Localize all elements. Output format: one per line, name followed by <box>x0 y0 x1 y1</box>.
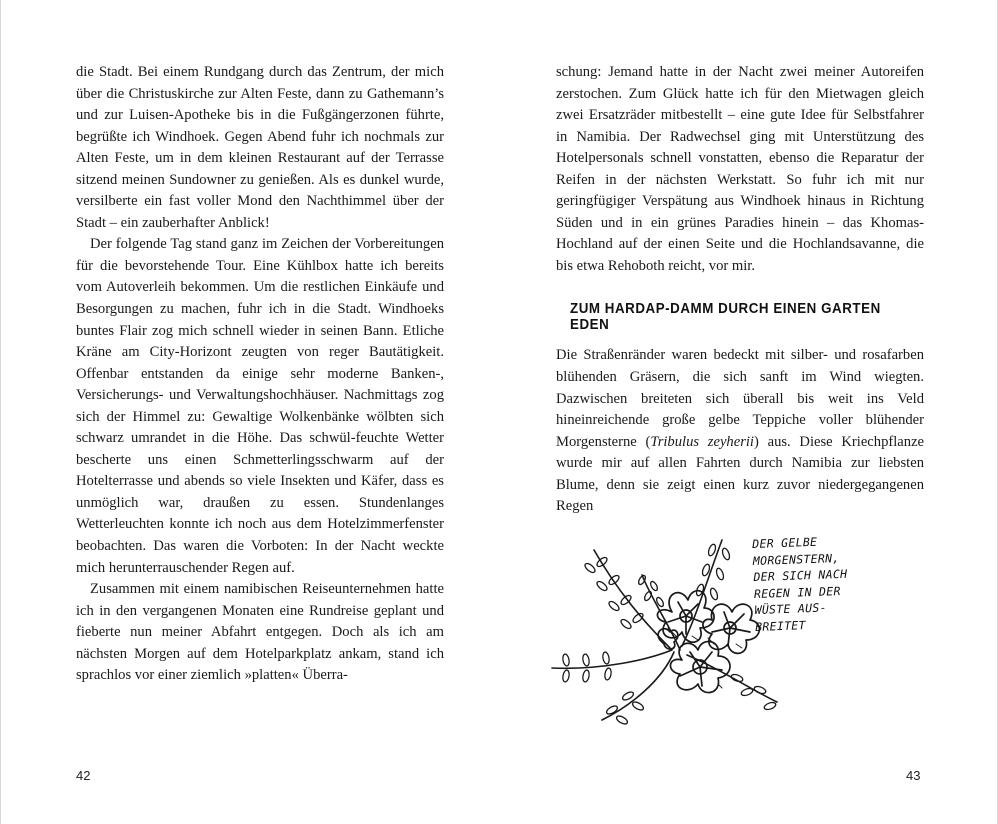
handwritten-note <box>752 531 885 634</box>
note-line: BREITET <box>754 617 806 634</box>
left-paragraph-1: die Stadt. Bei einem Rundgang durch das Zentrum, der mich über die Christuskirche zur Alten Feste, dann zu Gathemann’s und zur Luisen-Apotheke bis in die Fußgängerzonen führte, begrüßte ich Windhoek. Gegen Abend fuhr ich nochmals zur Alten Feste, um in dem kleinen Restaurant auf der Terrasse sitzend meinen Sundowner zu genießen. Als es dunkel wurde, versilberte ein fast voller Mond den Nachthimmel über der Stadt – ein zauberhafter Anblick! <box>76 64 444 231</box>
section-heading: ZUM HARDAP-DAMM DURCH EINEN GARTEN EDEN <box>570 301 881 334</box>
latin-name: Tribulus zeyherii <box>650 433 754 450</box>
left-edge-line <box>0 0 1 824</box>
paragraph-text-before: Die Straßenränder waren bedeckt mit silber- und rosafarben blühenden Gräsern, die sich sanft im Wind wiegten. Dazwischen breiteten sich überall bis weit ins Veld hineinreichende große gelbe Teppiche voller blühender Morgensterne ( <box>556 347 924 450</box>
left-page <box>76 62 444 687</box>
right-page <box>556 62 924 518</box>
note-line: MORGENSTERN, <box>752 550 840 568</box>
page-number-right: 43 <box>906 768 921 783</box>
note-line: DER GELBE <box>752 534 818 551</box>
note-line: DER SICH NACH <box>753 566 848 584</box>
page-number-left: 42 <box>76 768 91 783</box>
left-paragraph-2: Der folgende Tag stand ganz im Zeichen der Vorbereitungen für die bevorstehende Tour. Eine Kühlbox hatte ich bereits vom Autoverleih bekommen. Um die restlichen Einkäufe und Besorgungen zu machen, fuhr ich in die Stadt. Windhoeks buntes Flair zog mich schnell wieder in seinen Bann. Etliche Kräne am City-Horizont zeugten von reger Bautätigkeit. Offenbar entstanden da einige sehr moderne Banken-, Versicherungs- und Verwaltungshochhäuser. Nachmittags zog sich der Himmel zu: Gewaltige Wolkenbänke wölbten sich schwarz umrandet in die Höhe. Das schwül-feuchte Wetter bescherte uns einen Schmetterlingsschwarm auf der Hotelterrasse und abends so viele Insekten und Käfer, dass es unmöglich war, draußen zu essen. Stundenlanges Wetterleuchten konnte ich noch aus dem Hotelzimmerfenster beobachten. Das waren die Vorboten: In der Nacht weckte mich herunterrauschender Regen auf. <box>76 236 444 576</box>
right-paragraph-top: schung: Jemand hatte in der Nacht zwei meiner Autoreifen zerstochen. Zum Glück hatte ich für den Mietwagen gleich zwei Ersatzräder mitbestellt – eine gute Idee für Selbstfahrer in Namibia. Der Radwechsel ging mit Unterstützung des Hotelpersonals schnell vonstatten, ebenso die Reparatur der Reifen in der nächsten Werkstatt. So fuhr ich mit nur geringfügiger Verspätung aus Windhoek hinaus in Richtung Süden und in ein grünes Paradies hinein – das Khomas-Hochland auf der einen Seite und die Hochlandsavanne, die bis etwa Rehoboth reicht, vor mir. <box>556 64 924 274</box>
right-paragraph-bottom <box>556 345 924 517</box>
note-line: WÜSTE AUS- <box>754 600 828 617</box>
left-paragraph-3: Zusammen mit einem namibischen Reiseunternehmen hatte ich in den vergangenen Monaten eine Rundreise geplant und fieberte nun meiner Abfahrt entgegen. Doch als ich am nächsten Morgen auf dem Hotelparkplatz ankam, stand ich sprachlos vor einer ziemlich »platten« Überra- <box>76 581 444 684</box>
paragraph-text-after: ) aus. Diese Kriechpflanze wurde mir auf allen Fahrten durch Namibia zur liebsten Blume, denn sie zeigt einen kurz zuvor niedergegangenen Regen <box>556 433 925 515</box>
note-line: REGEN IN DER <box>753 583 841 601</box>
